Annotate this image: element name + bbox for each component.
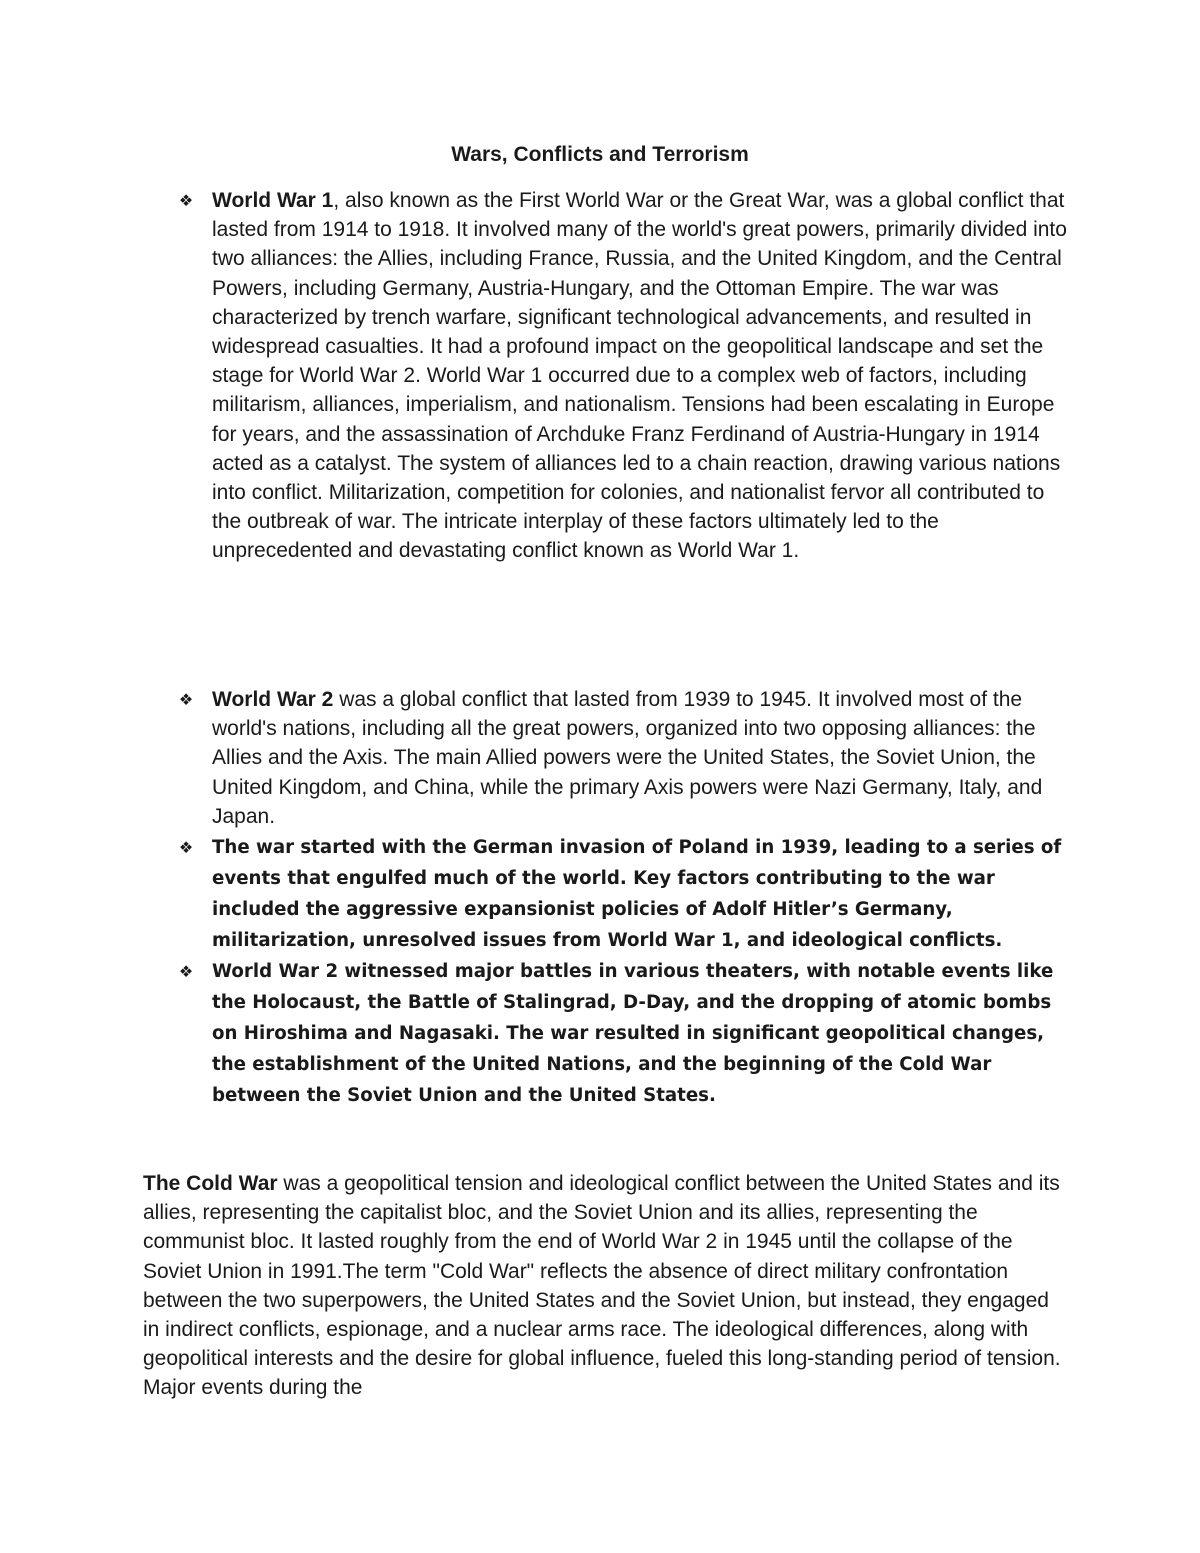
- page-title: Wars, Conflicts and Terrorism: [451, 143, 749, 166]
- bullet-world-war-1: [178, 186, 1072, 566]
- diamond-bullet-icon: ❖: [178, 962, 194, 981]
- cold-war-text: was a geopolitical tension and ideological conflict between the United States and its allies, representing the capitalist bloc, and the Soviet Union and its allies, representing the communist bloc. It lasted roughly from the end of World War 2 in 1945 until the collapse of the Soviet Union in 1991.The term "Cold War" reflects the absence of direct military confrontation between the two superpowers, the United States and the Soviet Union, but instead, they engaged in indirect conflicts, espionage, and a nuclear arms race. The ideological differences, along with geopolitical interests and the desire for global influence, fueled this long-standing period of tension. Major events during the: [143, 1172, 1061, 1400]
- diamond-bullet-icon: ❖: [178, 690, 194, 709]
- ww1-text: , also known as the First World War or the Great War, was a global conflict that lasted from 1914 to 1918. It involved many of the world's great powers, primarily divided into two alliances: the Allies, including France, Russia, and the United Kingdom, and the Central Powers, including Germany, Austria-Hungary, and the Ottoman Empire. The war was characterized by trench warfare, significant technological advancements, and resulted in widespread casualties. It had a profound impact on the geopolitical landscape and set the stage for World War 2. World War 1 occurred due to a complex web of factors, including militarism, alliances, imperialism, and nationalism. Tensions had been escalating in Europe for years, and the assassination of Archduke Franz Ferdinand of Austria-Hungary in 1914 acted as a catalyst. The system of alliances led to a chain reaction, drawing various nations into conflict. Militarization, competition for colonies, and nationalist fervor all contributed to the outbreak of war. The intricate interplay of these factors ultimately led to the unprecedented and devastating conflict known as World War 1.: [212, 189, 1067, 563]
- war-start-text: The war started with the German invasion of Poland in 1939, leading to a series of events that engulfed much of the world. Key factors contributing to the war included the aggressive expansionist policies of Adolf Hitler’s Germany, militarization, unresolved issues from World War 1, and ideological conflicts.: [212, 837, 1062, 951]
- ww2-text: was a global conflict that lasted from 1939 to 1945. It involved most of the world's nations, including all the great powers, organized into two opposing alliances: the Allies and the Axis. The main Allied powers were the United States, the Soviet Union, the United Kingdom, and China, while the primary Axis powers were Nazi Germany, Italy, and Japan.: [212, 688, 1043, 828]
- diamond-bullet-icon: ❖: [178, 838, 194, 857]
- cold-war-paragraph: [143, 1169, 1063, 1403]
- ww2-battles-text: World War 2 witnessed major battles in various theaters, with notable events like the Holocaust, the Battle of Stalingrad, D-Day, and the dropping of atomic bombs on Hiroshima and Nagasaki. The war resulted in significant geopolitical changes, the establishment of the United Nations, and the beginning of the Cold War between the Soviet Union and the United States.: [212, 961, 1054, 1106]
- ww1-heading: World War 1: [212, 189, 334, 212]
- bullet-ww2-battles: [178, 956, 1072, 1111]
- bullet-world-war-2: [178, 685, 1072, 831]
- ww2-heading: World War 2: [212, 688, 334, 711]
- bullet-war-start: [178, 832, 1072, 956]
- diamond-bullet-icon: ❖: [178, 191, 194, 210]
- cold-war-heading: The Cold War: [143, 1172, 278, 1195]
